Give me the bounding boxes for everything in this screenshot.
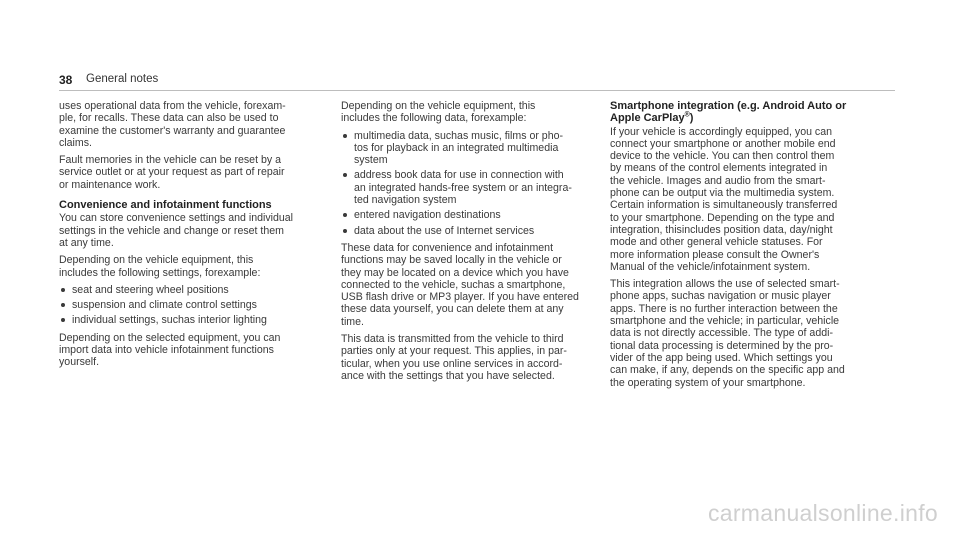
text-line: If your vehicle is accordingly equipped, you can — [610, 125, 833, 138]
registered-mark: ® — [684, 111, 690, 119]
heading-text-part: ) — [689, 112, 694, 125]
text-line: includes the following settings, forexample: — [59, 266, 261, 279]
text-line: Depending on the vehicle equipment, this — [341, 100, 536, 112]
page-number: 38 — [59, 73, 73, 87]
list-item — [341, 130, 596, 167]
text-line: at any time. — [59, 236, 114, 249]
text-line: they may be located on a device which you have — [341, 266, 569, 279]
list-item — [341, 209, 596, 221]
section-title: General notes — [86, 73, 159, 85]
text-line: This integration allows the use of selected smart- — [610, 278, 840, 291]
text-line: integration, thisincludes position data, day/night — [610, 223, 833, 236]
text-line: service outlet or at your request as part of repair — [59, 166, 285, 179]
paragraph — [610, 278, 890, 389]
bullet-list — [341, 130, 596, 237]
text-line: Certain information is simultaneously transferred — [610, 199, 838, 212]
text-line: to your smartphone. Depending on the type and — [610, 211, 835, 224]
text-line: the operating system of your smartphone. — [610, 376, 806, 389]
text-line: ted navigation system — [354, 194, 457, 207]
text-line: settings in the vehicle and change or reset them — [59, 224, 284, 237]
heading-text: Smartphone integration (e.g. Android Auto or — [610, 100, 847, 112]
text-line: examine the customer's warranty and guarantee — [59, 124, 286, 137]
text-line: ple, for recalls. These data can also be used to — [59, 112, 279, 125]
list-item — [341, 169, 596, 206]
text-line: uses operational data from the vehicle, forexam- — [59, 100, 286, 112]
text-line: multimedia data, suchas music, films or pho- — [354, 129, 564, 142]
paragraph — [59, 100, 321, 149]
text-line: Fault memories in the vehicle can be reset by a — [59, 154, 281, 167]
text-column-left — [59, 100, 321, 374]
paragraph — [341, 242, 596, 328]
text-line: These data for convenience and infotainment — [341, 241, 554, 254]
text-column-middle — [341, 100, 596, 387]
text-line: Manual of the vehicle/infotainment system. — [610, 260, 811, 273]
text-line: entered navigation destinations — [354, 209, 501, 222]
text-line: Depending on the selected equipment, you can — [59, 331, 281, 344]
bullet-list — [59, 284, 321, 327]
text-line: import data into vehicle infotainment functions — [59, 344, 274, 357]
text-line: more information please consult the Owner's — [610, 248, 820, 261]
text-line: these data yourself, you can delete them at any — [341, 303, 564, 316]
text-line: USB flash drive or MP3 player. If you have entered — [341, 291, 579, 304]
text-line: device to the vehicle. You can then control them — [610, 150, 835, 163]
text-line: includes the following data, forexample: — [341, 112, 527, 125]
text-line: claims. — [59, 136, 92, 149]
text-line: smartphone and the vehicle; in particular, vehicle — [610, 315, 840, 328]
list-item: suspension and climate control settings — [59, 299, 321, 311]
text-line: yourself. — [59, 356, 100, 369]
heading-text-part: Apple CarPlay — [610, 112, 685, 125]
heading-text — [610, 112, 890, 124]
text-line: an integrated hands-free system or an integra- — [354, 181, 572, 194]
paragraph — [59, 212, 321, 249]
text-line: tional data processing is determined by the pro- — [610, 339, 834, 352]
text-line: parties only at your request. This applies, in par- — [341, 345, 567, 358]
header-divider — [59, 90, 895, 91]
text-line: tos for playback in an integrated multimedia — [354, 141, 559, 154]
text-line: data about the use of Internet services — [354, 224, 535, 237]
text-line: time. — [341, 315, 364, 328]
text-line: connect your smartphone or another mobile end — [610, 137, 836, 150]
paragraph — [59, 154, 321, 191]
list-item: individual settings, suchas interior lighting — [59, 314, 321, 326]
text-line: ance with the settings that you have selected. — [341, 369, 555, 382]
text-line: system — [354, 154, 388, 167]
text-line: vider of the app being used. Which settings you — [610, 351, 833, 364]
paragraph — [59, 254, 321, 279]
paragraph — [341, 333, 596, 382]
text-line: or maintenance work. — [59, 178, 161, 191]
list-item: seat and steering wheel positions — [59, 284, 321, 296]
page-header — [59, 71, 895, 91]
heading-text: Convenience and infotainment functions — [59, 199, 272, 212]
text-line: by means of the control elements integrated in — [610, 162, 828, 175]
text-column-right — [610, 100, 890, 394]
text-line: can make, if any, depends on the specific app and — [610, 364, 845, 377]
section-heading — [610, 100, 890, 125]
text-line: ticular, when you use online services in accord- — [341, 357, 563, 370]
paragraph — [610, 126, 890, 274]
text-line: address book data for use in connection with — [354, 169, 564, 182]
text-line: phone can be output via the multimedia system. — [610, 187, 835, 200]
text-line: This data is transmitted from the vehicle to third — [341, 333, 564, 346]
section-heading — [59, 199, 321, 211]
list-item — [341, 225, 596, 237]
paragraph — [59, 332, 321, 369]
text-line: data is not directly accessible. The type of addi- — [610, 327, 833, 340]
text-line: Depending on the vehicle equipment, this — [59, 254, 254, 267]
text-line: You can store convenience settings and individual — [59, 212, 294, 225]
watermark: carmanualsonline.info — [707, 500, 938, 526]
text-line: apps. There is no further interaction between the — [610, 302, 838, 315]
text-line: phone apps, suchas navigation or music player — [610, 290, 831, 303]
text-line: the vehicle. Images and audio from the smart- — [610, 174, 826, 187]
text-line: functions may be saved locally in the vehicle or — [341, 254, 562, 267]
text-line: connected to the vehicle, suchas a smartphone, — [341, 278, 566, 291]
paragraph — [341, 100, 596, 125]
text-line: mode and other general vehicle statuses. For — [610, 236, 823, 249]
